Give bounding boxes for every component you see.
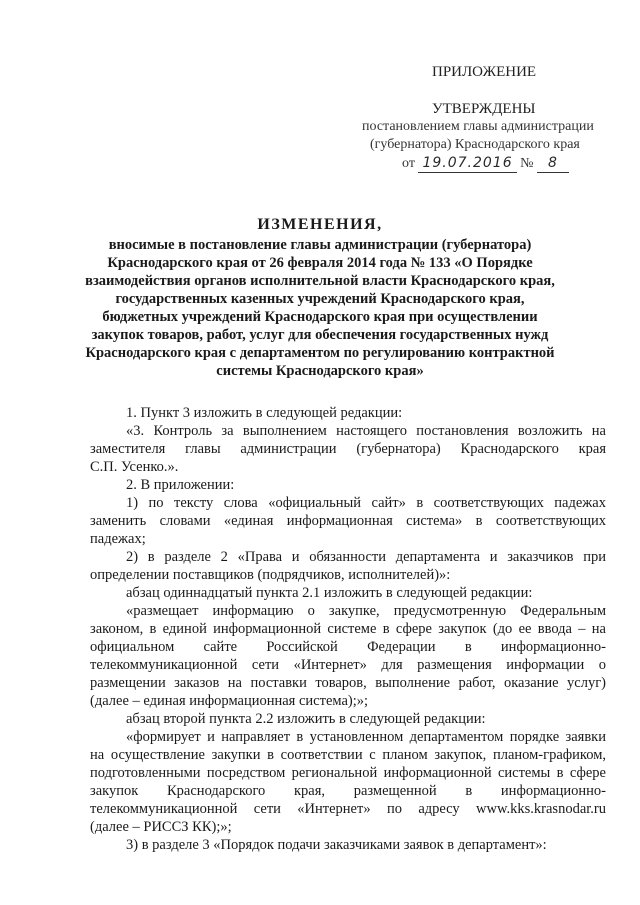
body-line: официальном сайте Российской Федерации в информационно- <box>90 639 606 655</box>
body-line: 2) в разделе 2 «Права и обязанности департамента и заказчиков при <box>126 549 606 565</box>
body-line: «3. Контроль за выполнением настоящего постановления возложить на <box>126 423 606 439</box>
title-line: системы Краснодарского края» <box>216 363 424 379</box>
body-line: телекоммуникационной сети «Интернет» для размещения информации о <box>90 657 606 673</box>
body-line: законом, в единой информационной системе в сфере закупок (до ее ввода – на <box>90 621 606 637</box>
handwritten-number: 8 <box>537 154 569 173</box>
body-line: абзац второй пункта 2.2 изложить в следующей редакции: <box>126 711 486 727</box>
title-line: вносимые в постановление главы администрации (губернатора) <box>108 237 532 253</box>
body-line: (далее – единая информационная система);»; <box>90 693 369 709</box>
body-line: телекоммуникационной сети «Интернет» по адресу www.kks.krasnodar.ru <box>90 801 606 817</box>
body-line: 3) в разделе 3 «Порядок подачи заказчиками заявок в департамент»: <box>126 837 547 853</box>
body-line: 1) по тексту слова «официальный сайт» в соответствующих падежах <box>126 495 606 511</box>
body-line: «размещает информацию о закупке, предусмотренную Федеральным <box>126 603 606 619</box>
title-line: Краснодарского края с департаментом по регулированию контрактной <box>85 345 555 361</box>
title-line: взаимодействия органов исполнительной власти Краснодарского края, <box>85 273 555 289</box>
title-line: бюджетных учреждений Краснодарского края при осуществлении <box>102 309 538 325</box>
approved-by-line-2: (губернатора) Краснодарского края <box>370 137 580 152</box>
date-number-line <box>402 154 569 173</box>
approved-label: УТВЕРЖДЕНЫ <box>432 101 536 117</box>
body-line: С.П. Усенко.». <box>90 459 179 475</box>
date-prefix: от <box>402 156 415 171</box>
number-prefix: № <box>520 156 534 171</box>
body-line: заменить словами «единая информационная система» в соответствующих <box>90 513 606 529</box>
body-line: на осуществление закупки в соответствии с планом закупок, планом-графиком, <box>90 747 606 763</box>
body-line: подготовленными посредством региональной информационной системы в сфере <box>90 765 606 781</box>
body-line: определении поставщиков (подрядчиков, исполнителей)»: <box>90 567 451 583</box>
appendix-label: ПРИЛОЖЕНИЕ <box>432 64 537 80</box>
handwritten-date: 19.07.2016 <box>418 154 516 173</box>
approved-by-line-1: постановлением главы администрации <box>362 119 594 134</box>
body-line: (далее – РИССЗ КК);»; <box>90 819 232 835</box>
document-title: ИЗМЕНЕНИЯ, <box>257 216 383 233</box>
title-line: государственных казенных учреждений Краснодарского края, <box>115 291 525 307</box>
body-line: 1. Пункт 3 изложить в следующей редакции: <box>126 405 403 421</box>
body-line: падежах; <box>90 531 146 547</box>
body-line: «формирует и направляет в установленном департаментом порядке заявки <box>126 729 606 745</box>
body-line: абзац одиннадцатый пункта 2.1 изложить в следующей редакции: <box>126 585 533 601</box>
body-line: закупок Краснодарского края, размещенной в информационно- <box>90 783 606 799</box>
body-line: 2. В приложении: <box>126 477 235 493</box>
body-line: заместителя главы администрации (губернатора) Краснодарского края <box>90 441 606 457</box>
title-line: закупок товаров, работ, услуг для обеспечения государственных нужд <box>91 327 549 343</box>
body-line: размещении заказов на поставки товаров, выполнение работ, оказание услуг) <box>90 675 606 691</box>
title-line: Краснодарского края от 26 февраля 2014 года № 133 «О Порядке <box>107 255 533 271</box>
